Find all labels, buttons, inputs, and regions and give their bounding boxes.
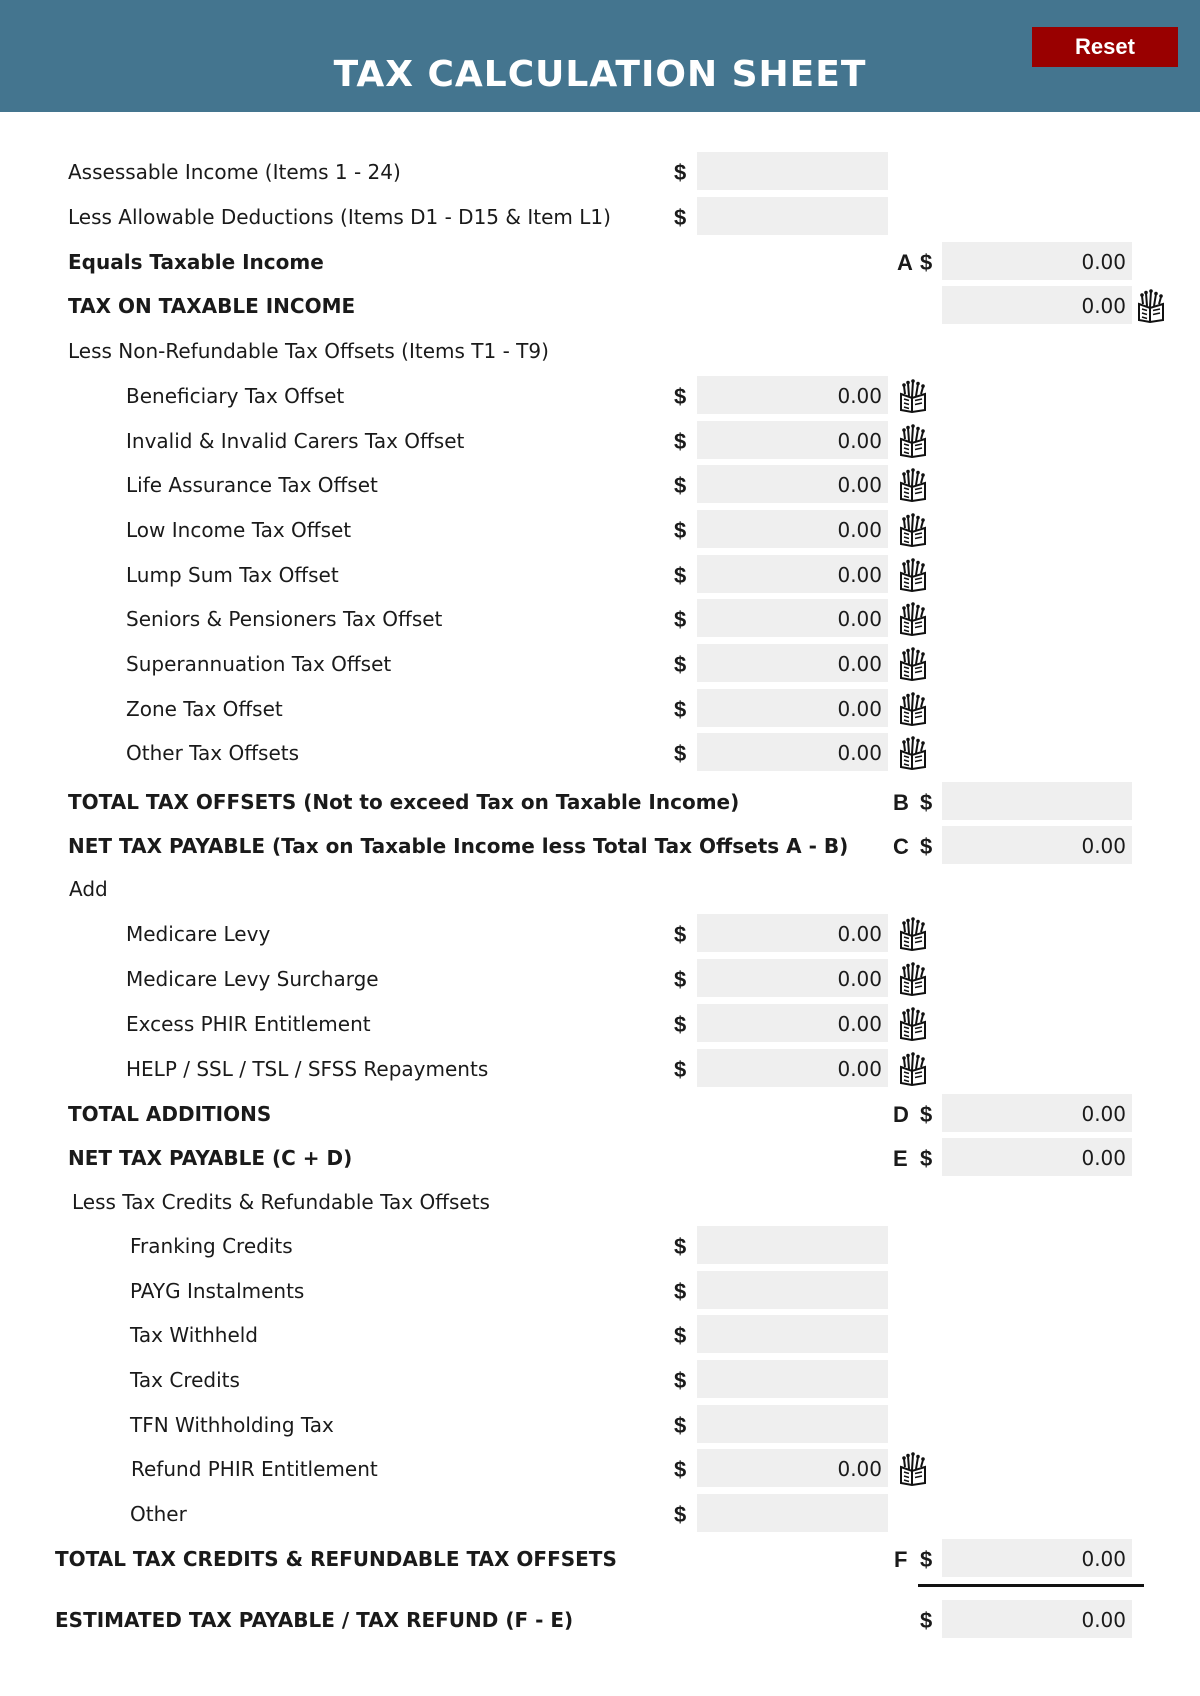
estimated-field: 0.00 (942, 1600, 1132, 1638)
other-offsets-field: 0.00 (697, 733, 888, 771)
dollar-sign: $ (674, 518, 687, 543)
row-tax-credits (0, 1358, 1200, 1402)
label-invalid-carers-offset: Invalid & Invalid Carers Tax Offset (126, 429, 465, 453)
code-a: A (897, 250, 913, 275)
dollar-sign: $ (674, 1234, 687, 1259)
row-help-repayments (0, 1047, 1200, 1091)
assessable-income-input[interactable] (697, 152, 888, 190)
tfn-withholding-input[interactable] (697, 1405, 888, 1443)
label-net-tax-payable-e: NET TAX PAYABLE (C + D) (68, 1146, 353, 1170)
dollar-sign: $ (674, 429, 687, 454)
code-e: E (893, 1146, 908, 1171)
zone-offset-field: 0.00 (697, 689, 888, 727)
dollar-sign: $ (674, 1012, 687, 1037)
label-payg-instalments: PAYG Instalments (130, 1279, 305, 1303)
code-f: F (894, 1547, 908, 1572)
row-invalid-carers-offset (0, 419, 1200, 463)
calculator-icon[interactable] (896, 647, 930, 681)
label-medicare-levy: Medicare Levy (126, 922, 271, 946)
label-assessable-income: Assessable Income (Items 1 - 24) (68, 160, 401, 184)
calculator-icon[interactable] (896, 379, 930, 413)
other-credits-input[interactable] (697, 1494, 888, 1532)
page-title: TAX CALCULATION SHEET (333, 54, 867, 95)
label-refund-phir: Refund PHIR Entitlement (131, 1457, 378, 1481)
row-other-credits (0, 1492, 1200, 1536)
dollar-sign: $ (674, 922, 687, 947)
dollar-sign: $ (674, 1457, 687, 1482)
dollar-sign: $ (920, 834, 933, 859)
calculator-icon[interactable] (896, 513, 930, 547)
label-credits-heading: Less Tax Credits & Refundable Tax Offsets (72, 1190, 490, 1214)
row-refund-phir (0, 1447, 1200, 1491)
dollar-sign: $ (674, 697, 687, 722)
row-total-credits (0, 1537, 1200, 1581)
label-net-tax-payable-c: NET TAX PAYABLE (Tax on Taxable Income less Total Tax Offsets A - B) (68, 834, 849, 858)
dollar-sign: $ (674, 1413, 687, 1438)
dollar-sign: $ (674, 384, 687, 409)
dollar-sign: $ (920, 1547, 933, 1572)
dollar-sign: $ (920, 250, 933, 275)
row-allowable-deductions (0, 195, 1200, 239)
header-bar (0, 0, 1200, 112)
franking-credits-input[interactable] (697, 1226, 888, 1264)
row-low-income-offset (0, 508, 1200, 552)
calculator-icon[interactable] (896, 962, 930, 996)
label-life-assurance-offset: Life Assurance Tax Offset (126, 473, 378, 497)
seniors-offset-field: 0.00 (697, 599, 888, 637)
dollar-sign: $ (920, 1608, 933, 1633)
row-net-tax-payable-c (0, 824, 1200, 868)
label-beneficiary-offset: Beneficiary Tax Offset (126, 384, 345, 408)
dollar-sign: $ (674, 741, 687, 766)
dollar-sign: $ (674, 1323, 687, 1348)
lump-sum-offset-field: 0.00 (697, 555, 888, 593)
row-tax-withheld (0, 1313, 1200, 1357)
label-tax-withheld: Tax Withheld (130, 1323, 258, 1347)
reset-button[interactable]: Reset (1032, 27, 1178, 67)
dollar-sign: $ (674, 1279, 687, 1304)
row-lump-sum-offset (0, 553, 1200, 597)
label-estimated: ESTIMATED TAX PAYABLE / TAX REFUND (F - E) (55, 1608, 574, 1632)
calculator-icon[interactable] (896, 1452, 930, 1486)
row-assessable-income (0, 150, 1200, 194)
dollar-sign: $ (674, 607, 687, 632)
net-tax-payable-c-field: 0.00 (942, 826, 1132, 864)
excess-phir-field: 0.00 (697, 1004, 888, 1042)
label-help-repayments: HELP / SSL / TSL / SFSS Repayments (126, 1057, 489, 1081)
dollar-sign: $ (674, 1057, 687, 1082)
calculator-icon[interactable] (896, 424, 930, 458)
invalid-carers-offset-field: 0.00 (697, 421, 888, 459)
dollar-sign: $ (920, 1102, 933, 1127)
row-seniors-offset (0, 597, 1200, 641)
help-repayments-field: 0.00 (697, 1049, 888, 1087)
calculator-icon[interactable] (896, 602, 930, 636)
row-beneficiary-offset (0, 374, 1200, 418)
label-other-offsets: Other Tax Offsets (126, 741, 300, 765)
row-estimated (0, 1598, 1200, 1642)
label-tfn-withholding: TFN Withholding Tax (130, 1413, 334, 1437)
code-b: B (893, 790, 909, 815)
row-zone-offset (0, 687, 1200, 731)
life-assurance-offset-field: 0.00 (697, 465, 888, 503)
payg-instalments-input[interactable] (697, 1271, 888, 1309)
row-total-additions (0, 1092, 1200, 1136)
label-tax-on-taxable-income: TAX ON TAXABLE INCOME (68, 294, 356, 318)
dollar-sign: $ (674, 160, 687, 185)
row-add-heading (0, 867, 1200, 911)
tax-on-taxable-income-field: 0.00 (942, 286, 1132, 324)
code-c: C (893, 834, 909, 859)
total-additions-field: 0.00 (942, 1094, 1132, 1132)
row-franking-credits (0, 1224, 1200, 1268)
medicare-levy-field: 0.00 (697, 914, 888, 952)
dollar-sign: $ (674, 652, 687, 677)
dollar-sign: $ (674, 1368, 687, 1393)
label-seniors-offset: Seniors & Pensioners Tax Offset (126, 607, 443, 631)
label-medicare-surcharge: Medicare Levy Surcharge (126, 967, 379, 991)
medicare-surcharge-field: 0.00 (697, 959, 888, 997)
label-total-tax-offsets: TOTAL TAX OFFSETS (Not to exceed Tax on Taxable Income) (68, 790, 740, 814)
label-total-additions: TOTAL ADDITIONS (68, 1102, 272, 1126)
dollar-sign: $ (674, 1502, 687, 1527)
calculator-icon[interactable] (896, 1052, 930, 1086)
total-divider-line (918, 1584, 1144, 1587)
calculator-icon[interactable] (896, 736, 930, 770)
label-franking-credits: Franking Credits (130, 1234, 293, 1258)
label-superannuation-offset: Superannuation Tax Offset (126, 652, 392, 676)
label-excess-phir: Excess PHIR Entitlement (126, 1012, 371, 1036)
net-tax-payable-e-field: 0.00 (942, 1138, 1132, 1176)
taxable-income-field: 0.00 (942, 242, 1132, 280)
row-net-tax-payable-e (0, 1136, 1200, 1180)
row-taxable-income (0, 240, 1200, 284)
dollar-sign: $ (674, 473, 687, 498)
row-superannuation-offset (0, 642, 1200, 686)
label-non-refundable-heading: Less Non-Refundable Tax Offsets (Items T1 - T9) (68, 339, 549, 363)
calculator-icon[interactable] (896, 1007, 930, 1041)
label-add-heading: Add (69, 877, 108, 901)
beneficiary-offset-field: 0.00 (697, 376, 888, 414)
row-payg-instalments (0, 1269, 1200, 1313)
calculator-icon[interactable] (896, 917, 930, 951)
row-tfn-withholding (0, 1403, 1200, 1447)
calculator-icon[interactable] (1134, 289, 1168, 323)
low-income-offset-field: 0.00 (697, 510, 888, 548)
row-medicare-surcharge (0, 957, 1200, 1001)
row-credits-heading (0, 1180, 1200, 1224)
label-tax-credits: Tax Credits (130, 1368, 240, 1392)
label-low-income-offset: Low Income Tax Offset (126, 518, 352, 542)
row-excess-phir (0, 1002, 1200, 1046)
dollar-sign: $ (920, 1146, 933, 1171)
label-lump-sum-offset: Lump Sum Tax Offset (126, 563, 339, 587)
dollar-sign: $ (920, 790, 933, 815)
row-total-tax-offsets (0, 780, 1200, 824)
row-tax-on-taxable-income (0, 284, 1200, 328)
total-credits-field: 0.00 (942, 1539, 1132, 1577)
allowable-deductions-input[interactable] (697, 197, 888, 235)
label-total-credits: TOTAL TAX CREDITS & REFUNDABLE TAX OFFSETS (55, 1547, 617, 1571)
label-zone-offset: Zone Tax Offset (126, 697, 283, 721)
calculator-icon[interactable] (896, 468, 930, 502)
refund-phir-field: 0.00 (697, 1449, 888, 1487)
label-taxable-income: Equals Taxable Income (68, 250, 324, 274)
row-life-assurance-offset (0, 463, 1200, 507)
row-medicare-levy (0, 912, 1200, 956)
label-other-credits: Other (130, 1502, 187, 1526)
calculator-icon[interactable] (896, 692, 930, 726)
dollar-sign: $ (674, 967, 687, 992)
tax-credits-input[interactable] (697, 1360, 888, 1398)
code-d: D (893, 1102, 909, 1127)
total-tax-offsets-field (942, 782, 1132, 820)
dollar-sign: $ (674, 205, 687, 230)
row-other-offsets (0, 731, 1200, 775)
tax-withheld-input[interactable] (697, 1315, 888, 1353)
calculator-icon[interactable] (896, 558, 930, 592)
label-allowable-deductions: Less Allowable Deductions (Items D1 - D15 & Item L1) (68, 205, 611, 229)
superannuation-offset-field: 0.00 (697, 644, 888, 682)
dollar-sign: $ (674, 563, 687, 588)
row-non-refundable-heading (0, 329, 1200, 373)
